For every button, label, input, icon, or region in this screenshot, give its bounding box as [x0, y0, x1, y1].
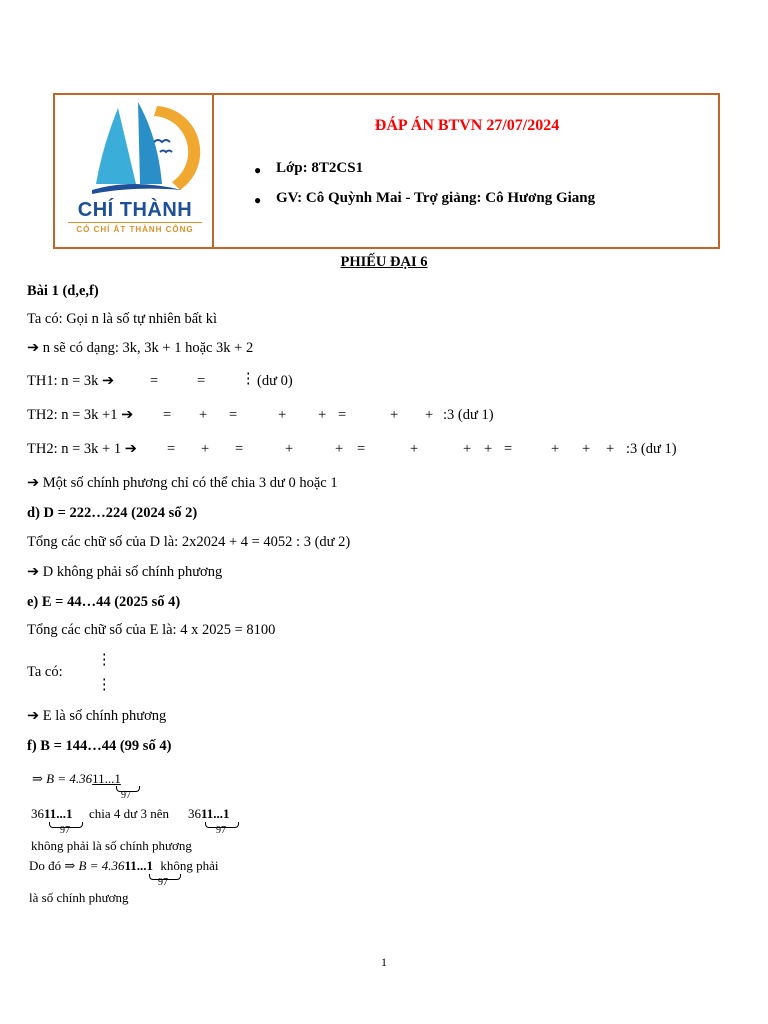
part-f-line2: 3611...1	[31, 806, 73, 821]
class-line: Lớp: 8T2CS1	[276, 160, 364, 176]
logo-name: CHÍ THÀNH	[77, 199, 193, 221]
arrow-icon: ➔	[27, 475, 40, 491]
sheet-title: PHIẾU ĐẠI 6	[340, 254, 428, 270]
logo-slogan: CÓ CHÍ ẮT THÀNH CÔNG	[76, 225, 194, 234]
sailboat-logo-icon	[62, 98, 208, 198]
part-f-not-square: không phải là số chính phương	[31, 838, 192, 853]
page-number: 1	[381, 955, 387, 969]
arrow-icon: ➔	[102, 373, 115, 389]
arrow-icon: ➔	[27, 340, 40, 356]
bai1-forms: ➔ n sẽ có dạng: 3k, 3k + 1 hoặc 3k + 2	[27, 340, 254, 356]
divisible-icon: ⋮	[241, 371, 256, 387]
part-e-heading: e) E = 44…44 (2025 số 4)	[27, 594, 181, 610]
answer-title: ĐÁP ÁN BTVN 27/07/2024	[374, 117, 560, 134]
part-e-ta-co: Ta có:	[27, 664, 63, 680]
logo-divider	[68, 222, 202, 223]
th3-line: TH2: n = 3k + 1 ➔	[27, 441, 137, 457]
bullet-icon: ●	[254, 193, 262, 207]
part-d-heading: d) D = 222…224 (2024 số 2)	[27, 505, 198, 521]
part-d-sum: Tổng các chữ số của D là: 2x2024 + 4 = 4052 : 3 (dư 2)	[27, 534, 351, 550]
divisible-icon: ⋮	[97, 652, 112, 668]
part-e-sum: Tổng các chữ số của E là: 4 x 2025 = 8100	[27, 622, 276, 638]
th2-line: TH2: n = 3k +1 ➔	[27, 407, 134, 423]
part-f-equation: ⇒ B = 4.3611...1	[32, 771, 121, 786]
arrow-icon: ➔	[27, 564, 40, 580]
bai1-conclusion: ➔ Một số chính phương chỉ có thể chia 3 dư 0 hoặc 1	[27, 475, 338, 491]
teacher-line: GV: Cô Quỳnh Mai - Trợ giảng: Cô Hương Giang	[276, 190, 596, 206]
bullet-icon: ●	[254, 163, 262, 177]
arrow-icon: ➔	[121, 407, 134, 423]
part-f-heading: f) B = 144…44 (99 số 4)	[27, 738, 172, 754]
part-f-do-do: Do đó ⇒ B = 4.3611...1 không phải	[29, 858, 219, 873]
part-f-final: là số chính phương	[29, 890, 129, 905]
divisible-icon: ⋮	[97, 677, 112, 693]
arrow-icon: ➔	[27, 708, 40, 724]
part-d-conclusion: ➔ D không phải số chính phương	[27, 564, 223, 580]
part-e-conclusion: ➔ E là số chính phương	[27, 708, 167, 724]
arrow-icon: ➔	[124, 441, 137, 457]
th1-line: TH1: n = 3k ➔	[27, 373, 115, 389]
bai1-intro: Ta có: Gọi n là số tự nhiên bất kì	[27, 311, 218, 327]
bai1-heading: Bài 1 (d,e,f)	[27, 283, 99, 299]
